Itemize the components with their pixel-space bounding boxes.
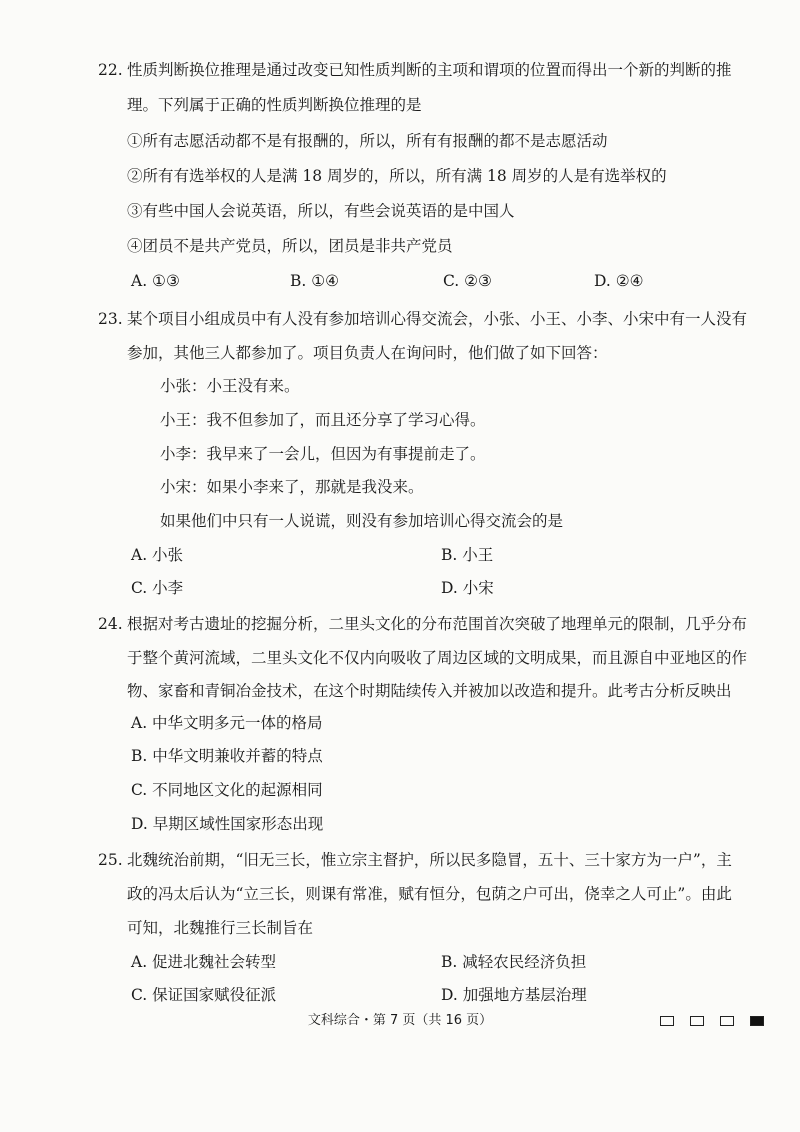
empty-box-icon <box>660 1016 674 1026</box>
page-marker-boxes <box>660 1016 764 1026</box>
option-d: D. 早期区域性国家形态出现 <box>131 815 324 833</box>
statement-4: ④团员不是共产党员，所以，团员是非共产党员 <box>127 237 453 255</box>
option-c: C. 小李 <box>131 579 184 597</box>
option-b: B. ①④ <box>290 272 340 290</box>
dialogue-line: 小张：小王没有来。 <box>160 377 300 395</box>
question-stem-line: 物、家畜和青铜冶金技术，在这个时期陆续传入并被加以改造和提升。此考古分析反映出 <box>127 682 732 700</box>
question-stem-line: 参加，其他三人都参加了。项目负责人在询问时，他们做了如下回答： <box>127 344 608 362</box>
empty-box-icon <box>720 1016 734 1026</box>
statement-2: ②所有有选举权的人是满 18 周岁的，所以，所有满 18 周岁的人是有选举权的 <box>127 167 667 185</box>
question-stem-line: 可知，北魏推行三长制旨在 <box>127 919 314 937</box>
option-a: A. 小张 <box>131 546 184 564</box>
question-prompt: 如果他们中只有一人说谎，则没有参加培训心得交流会的是 <box>160 512 564 530</box>
filled-box-icon <box>750 1016 764 1026</box>
page-footer: 文科综合・第 7 页（共 16 页） <box>307 1013 493 1028</box>
option-a: A. 促进北魏社会转型 <box>131 953 277 971</box>
statement-3: ③有些中国人会说英语，所以，有些会说英语的是中国人 <box>127 202 515 220</box>
option-d: D. ②④ <box>594 272 644 290</box>
question-stem-line: 性质判断换位推理是通过改变已知性质判断的主项和谓项的位置而得出一个新的判断的推 <box>127 61 732 79</box>
question-stem-line: 根据对考古遗址的挖掘分析，二里头文化的分布范围首次突破了地理单元的限制，几乎分布 <box>127 615 748 633</box>
question-stem-line: 某个项目小组成员中有人没有参加培训心得交流会，小张、小王、小李、小宋中有一人没有 <box>127 310 748 328</box>
question-stem-line: 政的冯太后认为“立三长，则课有常准，赋有恒分，包荫之户可出，侥幸之人可止”。由此 <box>127 885 732 903</box>
dialogue-line: 小王：我不但参加了，而且还分享了学习心得。 <box>160 411 486 429</box>
question-stem-line: 于整个黄河流域，二里头文化不仅内向吸收了周边区域的文明成果，而且源自中亚地区的作 <box>127 649 748 667</box>
dialogue-line: 小宋：如果小李来了，那就是我没来。 <box>160 478 424 496</box>
option-a: A. ①③ <box>131 272 180 290</box>
question-stem-line: 北魏统治前期，“旧无三长，惟立宗主督护，所以民多隐冒，五十、三十家方为一户”，主 <box>127 851 732 869</box>
option-b: B. 减轻农民经济负担 <box>441 953 587 971</box>
option-d: D. 小宋 <box>441 579 494 597</box>
option-b: B. 小王 <box>441 546 494 564</box>
option-a: A. 中华文明多元一体的格局 <box>131 714 323 732</box>
question-number: 24. <box>98 615 123 633</box>
question-stem-line: 理。下列属于正确的性质判断换位推理的是 <box>127 96 422 114</box>
option-c: C. ②③ <box>443 272 492 290</box>
dialogue-line: 小李：我早来了一会儿，但因为有事提前走了。 <box>160 445 486 463</box>
question-number: 23. <box>98 310 123 328</box>
option-d: D. 加强地方基层治理 <box>441 986 587 1004</box>
empty-box-icon <box>690 1016 704 1026</box>
option-c: C. 保证国家赋役征派 <box>131 986 277 1004</box>
statement-1: ①所有志愿活动都不是有报酬的，所以，所有有报酬的都不是志愿活动 <box>127 132 608 150</box>
option-b: B. 中华文明兼收并蓄的特点 <box>131 747 323 765</box>
option-c: C. 不同地区文化的起源相同 <box>131 781 323 799</box>
question-number: 25. <box>98 851 123 869</box>
question-number: 22. <box>98 61 123 79</box>
